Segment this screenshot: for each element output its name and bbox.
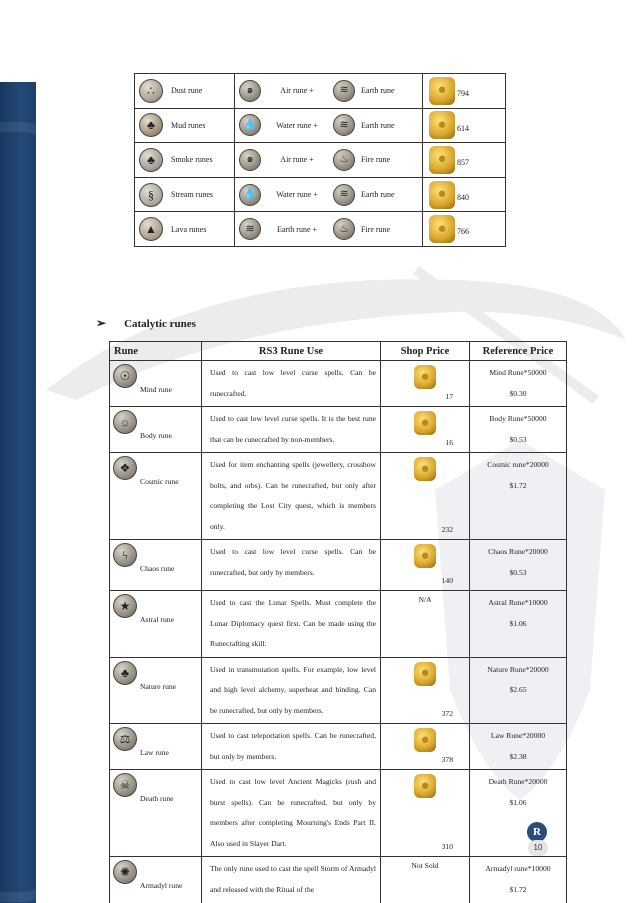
coins-icon: ●: [429, 215, 455, 243]
table-header-row: [110, 342, 567, 361]
shop-price-value: Not Sold: [411, 861, 439, 870]
rune-use-text: Used to cast low level Ancient Magicks (rush and burst spells). Can be runecrafted, but only by members after completing Mourning's Ends Part II. Also used in Slayer Dart.: [210, 777, 376, 848]
rune-use-text: The only rune used to cast the spell Storm of Armadyl and released with the Ritual of the: [210, 864, 376, 894]
reference-price-value: $0.53: [509, 434, 527, 444]
combo-parts-cell: [235, 108, 423, 143]
table-row: [135, 74, 506, 109]
rune-name: Death rune: [140, 794, 174, 803]
shop-price-cell: [381, 540, 470, 591]
table-row: [135, 177, 506, 212]
combo-parts-cell: [235, 177, 423, 212]
death-rune-icon: ☠: [113, 773, 137, 797]
coins-icon: ●: [414, 728, 436, 752]
reference-price-cell: [470, 540, 567, 591]
table-row: [110, 770, 567, 857]
coins-icon: ●: [414, 457, 436, 481]
coins-icon: ●: [414, 411, 436, 435]
reference-price-cell: [470, 724, 567, 770]
law-rune-icon: ⚖: [113, 727, 137, 751]
shop-price-value: N/A: [418, 595, 432, 604]
header-use: RS3 Rune Use: [202, 342, 381, 361]
header-shop-price: Shop Price: [381, 342, 470, 361]
rune-cell: [110, 540, 202, 591]
coins-icon: ●: [429, 77, 455, 105]
page-number: 10: [528, 840, 548, 856]
table-row: [110, 857, 567, 903]
component-label: Earth rune: [361, 190, 395, 200]
shop-price-value: 140: [441, 576, 453, 585]
shop-price-value: 310: [441, 842, 453, 851]
reference-quantity: Mind Rune*50000: [489, 368, 547, 377]
rune-name: Chaos rune: [140, 564, 175, 573]
air-rune-icon: ๑: [239, 80, 261, 102]
reference-price-value: $0.30: [509, 388, 527, 398]
use-cell: [202, 540, 381, 591]
reference-price-value: $1.06: [509, 618, 527, 628]
steam-rune-icon: §: [139, 183, 163, 207]
use-cell: [202, 407, 381, 453]
reference-price-value: $1.72: [509, 480, 527, 490]
table-row: [110, 361, 567, 407]
reference-price-cell: [470, 361, 567, 407]
combo-rune-cell: [135, 177, 235, 212]
rune-cell: [110, 591, 202, 658]
rune-use-text: Used in transmutation spells. For example, low level and high level alchemy, superheat and binding. Can be runecrafted, but only by members.: [210, 664, 376, 715]
reference-quantity: Death Rune*20000: [488, 777, 548, 786]
table-row: [135, 143, 506, 178]
rune-use-text: Used for item enchanting spells (jewellery, crossbow bolts, and orbs). Can be runecrafted, but only after completing the Lost City quest, which is members only.: [210, 460, 376, 531]
coins-icon: ●: [429, 181, 455, 209]
component-label: Earth rune: [361, 120, 395, 130]
coins-icon: ●: [429, 111, 455, 139]
rune-use-text: Used to cast the Lunar Spells. Must complete the Lunar Diplomacy quest first. Can be made using the Runecrafting skill.: [210, 598, 376, 648]
component-label: Fire rune: [361, 224, 391, 234]
shop-price-cell: [381, 407, 470, 453]
arrow-bullet-icon: ➢: [96, 316, 107, 330]
water-rune-icon: 💧: [239, 114, 261, 136]
combo-price: 857: [457, 158, 469, 168]
combo-rune-cell: [135, 74, 235, 109]
shop-price-value: 378: [441, 755, 453, 764]
rune-name: Law rune: [140, 748, 169, 757]
catalytic-runes-table: [109, 341, 567, 903]
component-label: Air rune +: [280, 155, 314, 165]
combo-price-cell: [423, 212, 506, 247]
table-row: [110, 724, 567, 770]
table-row: [135, 108, 506, 143]
rune-name: Nature rune: [140, 681, 177, 691]
body-rune-icon: ☼: [113, 410, 137, 434]
fire-rune-icon: ♨: [333, 149, 355, 171]
shop-price-cell: [381, 724, 470, 770]
table-row: [110, 407, 567, 453]
reference-quantity: Body Rune*50000: [489, 414, 547, 423]
coins-icon: ●: [414, 662, 436, 686]
shop-price-cell: [381, 453, 470, 540]
combo-rune-name: Smoke runes: [171, 155, 213, 165]
combo-rune-name: Lava runes: [171, 224, 207, 234]
header-reference-price: Reference Price: [470, 342, 567, 361]
combo-price-cell: [423, 177, 506, 212]
rune-cell: [110, 407, 202, 453]
combo-price-cell: [423, 108, 506, 143]
combo-price: 794: [457, 89, 469, 98]
reference-price-value: $0.53: [509, 567, 527, 577]
nature-rune-icon: ♣: [113, 661, 137, 685]
rune-cell: [110, 657, 202, 724]
reference-price-value: $1.06: [509, 797, 527, 807]
combo-parts-cell: [235, 143, 423, 178]
cosmic-rune-icon: ❖: [113, 456, 137, 480]
combo-parts-cell: [235, 74, 423, 109]
reference-quantity: Armadyl rune*10000: [485, 864, 551, 873]
component-label: Earth rune +: [276, 224, 318, 234]
use-cell: [202, 724, 381, 770]
rune-cell: [110, 770, 202, 857]
use-cell: [202, 453, 381, 540]
mud-rune-icon: ♣: [139, 113, 163, 137]
shop-price-cell: [381, 591, 470, 658]
table-row: [110, 453, 567, 540]
rune-use-text: Used to cast low level curse spells. Can be runecrafted, but only by members.: [210, 547, 376, 577]
rune-use-text: Used to cast low level curse spells. It is the best rune that can be runecrafted by non-members.: [210, 414, 376, 444]
reference-price-value: $1.72: [509, 884, 527, 894]
reference-quantity: Law Rune*20000: [490, 731, 546, 740]
shop-price-cell: [381, 657, 470, 724]
rune-name: Body rune: [140, 431, 172, 440]
combo-price: 840: [457, 192, 469, 202]
use-cell: [202, 591, 381, 658]
shop-price-cell: [381, 770, 470, 857]
section-title: Catalytic runes: [124, 317, 196, 330]
combo-rune-cell: [135, 108, 235, 143]
table-row: [135, 212, 506, 247]
reference-price-value: $2.38: [509, 751, 527, 761]
combo-price-cell: [423, 74, 506, 109]
earth-rune-icon: ≋: [239, 218, 261, 240]
rune-cell: [110, 857, 202, 903]
shop-price-value: 16: [445, 438, 453, 447]
combo-price: 614: [457, 123, 469, 133]
reference-price-cell: [470, 857, 567, 903]
reference-price-value: $2.65: [509, 685, 527, 694]
header-rune: Rune: [110, 342, 202, 361]
coins-icon: ●: [429, 146, 455, 174]
table-row: [110, 657, 567, 724]
reference-quantity: Nature Rune*20000: [487, 664, 549, 674]
air-rune-icon: ๑: [239, 149, 261, 171]
armadyl-rune-icon: ✺: [113, 860, 137, 884]
shop-price-cell: [381, 857, 470, 903]
shop-price-value: 17: [445, 392, 453, 401]
rune-cell: [110, 453, 202, 540]
use-cell: [202, 361, 381, 407]
earth-rune-icon: ≋: [333, 114, 355, 136]
shop-price-cell: [381, 361, 470, 407]
shop-price-value: 232: [441, 525, 453, 534]
rune-cell: [110, 724, 202, 770]
combo-rune-name: Dust rune: [171, 86, 203, 96]
combo-rune-cell: [135, 143, 235, 178]
use-cell: [202, 770, 381, 857]
water-rune-icon: 💧: [239, 184, 261, 206]
rune-use-text: Used to cast teleportation spells. Can be runecrafted, but only by members.: [210, 731, 376, 761]
combo-rune-cell: [135, 212, 235, 247]
mind-rune-icon: ☉: [113, 364, 137, 388]
chaos-rune-icon: ϟ: [113, 543, 137, 567]
reference-price-cell: [470, 591, 567, 658]
combination-runes-table: [134, 73, 506, 247]
reference-quantity: Chaos Rune*20000: [488, 547, 548, 556]
section-heading: [96, 316, 196, 331]
rune-name: Cosmic rune: [140, 477, 179, 486]
use-cell: [202, 657, 381, 724]
earth-rune-icon: ≋: [333, 80, 355, 102]
rune-name: Armadyl rune: [140, 881, 183, 890]
coins-icon: ●: [414, 365, 436, 389]
reference-price-cell: [470, 407, 567, 453]
earth-rune-icon: ≋: [333, 184, 355, 206]
dust-rune-icon: ∴: [139, 79, 163, 103]
component-label: Water rune +: [276, 120, 318, 130]
rune-name: Astral rune: [140, 615, 174, 624]
component-label: Air rune +: [280, 86, 314, 96]
combo-price: 766: [457, 227, 469, 237]
table-row: [110, 540, 567, 591]
reference-quantity: Astral Rune*10000: [488, 598, 548, 607]
coins-icon: ●: [414, 544, 436, 568]
coins-icon: ●: [414, 774, 436, 798]
combo-parts-cell: [235, 212, 423, 247]
lava-rune-icon: ▲: [139, 217, 163, 241]
rune-use-text: Used to cast low level curse spells. Can be runecrafted.: [210, 368, 376, 398]
astral-rune-icon: ★: [113, 594, 137, 618]
site-logo-icon: R: [527, 822, 547, 842]
reference-quantity: Cosmic rune*20000: [487, 460, 549, 469]
component-label: Earth rune: [361, 86, 395, 96]
rune-cell: [110, 361, 202, 407]
fire-rune-icon: ♨: [333, 218, 355, 240]
smoke-rune-icon: ♣: [139, 148, 163, 172]
combo-rune-name: Mud runes: [171, 120, 206, 130]
component-label: Water rune +: [276, 190, 318, 200]
reference-price-cell: [470, 453, 567, 540]
side-decoration-band: [0, 82, 36, 903]
shop-price-value: 372: [441, 709, 453, 718]
combo-rune-name: Stream runes: [171, 190, 213, 200]
use-cell: [202, 857, 381, 903]
component-label: Fire rune: [361, 155, 391, 165]
rune-name: Mind rune: [140, 385, 172, 394]
combo-price-cell: [423, 143, 506, 178]
table-row: [110, 591, 567, 658]
reference-price-cell: [470, 770, 567, 857]
reference-price-cell: [470, 657, 567, 724]
